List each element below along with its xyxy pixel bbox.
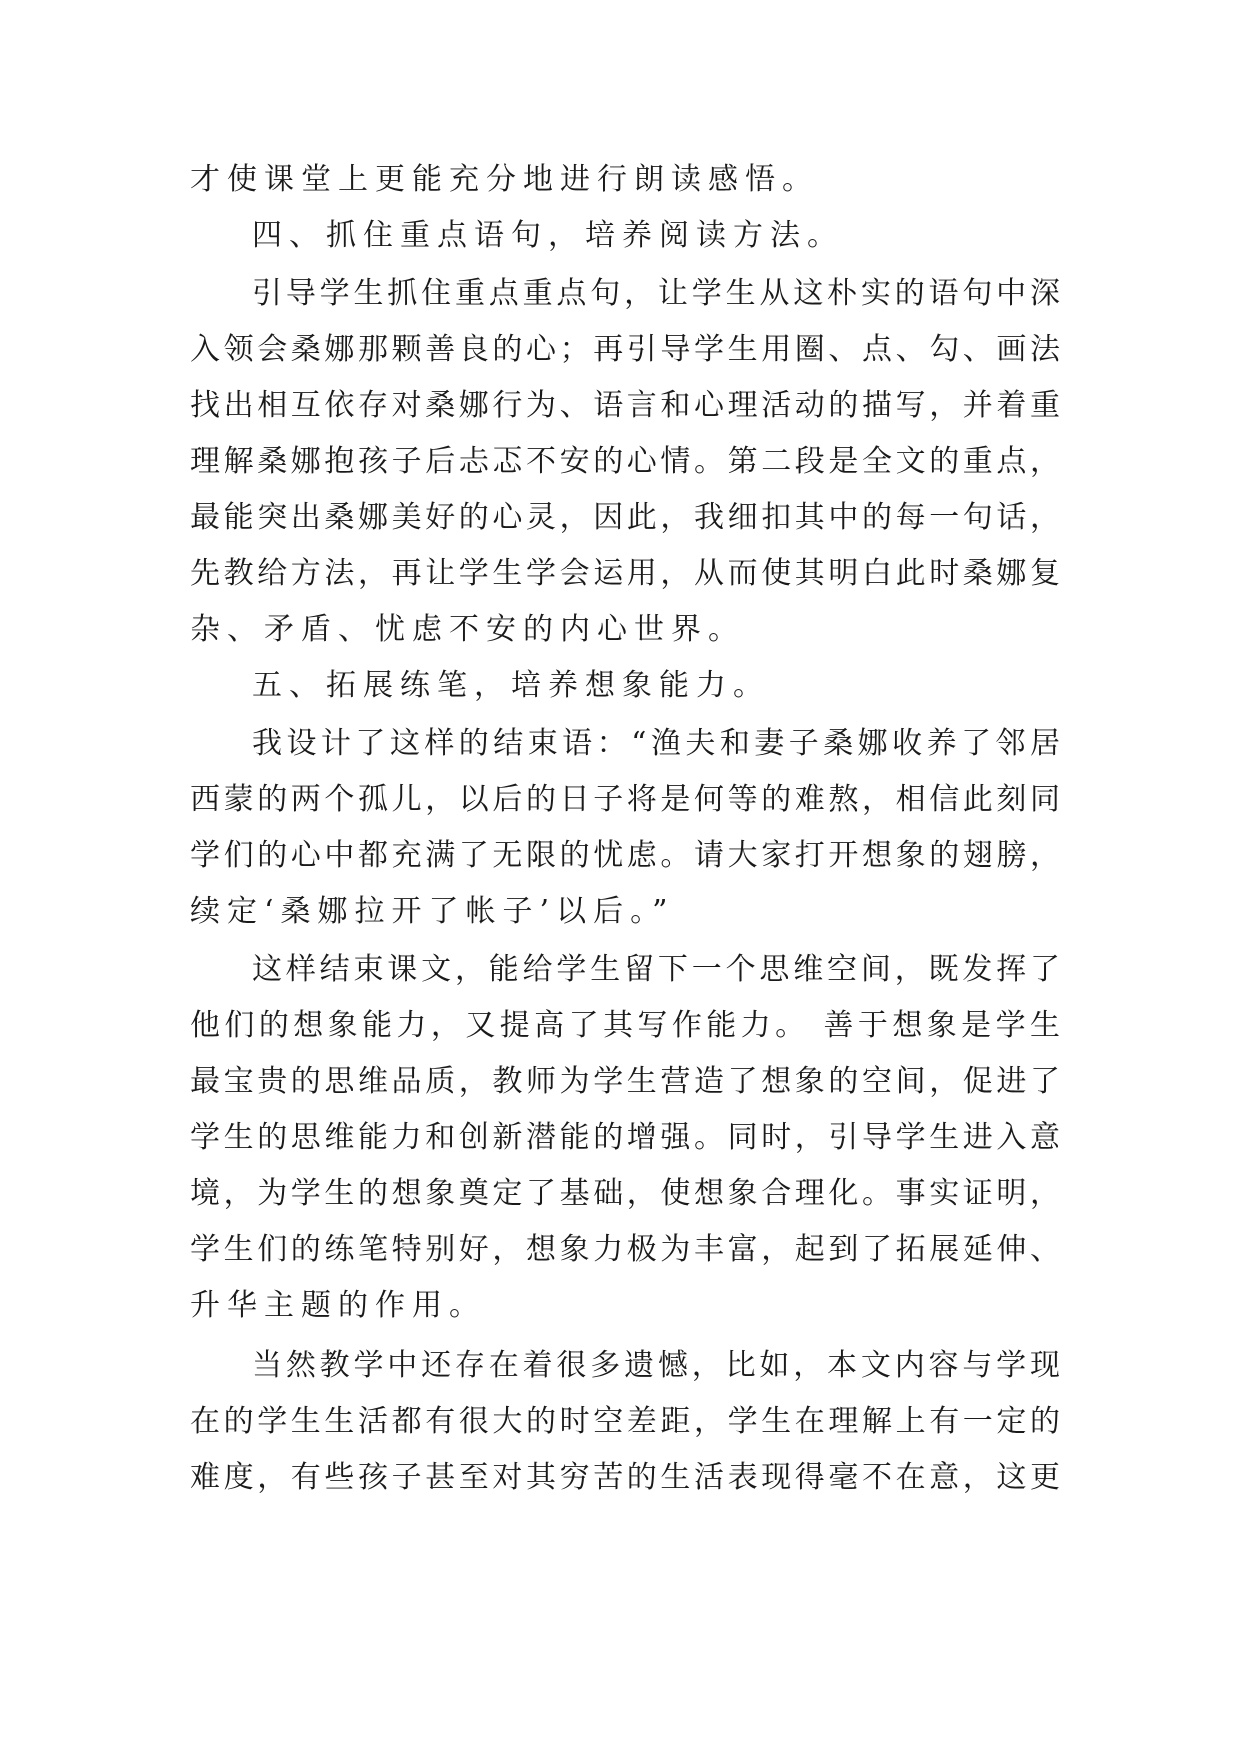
section-heading: 四、抓住重点语句，培养阅读方法。: [252, 218, 844, 253]
text-line: 才使课堂上更能充分地进行朗读感悟。: [190, 162, 819, 197]
text-line: 杂、矛盾、忧虑不安的内心世界。: [190, 612, 745, 647]
text-line: 难度，有些孩子甚至对其穷苦的生活表现得毫不在意，这更: [190, 1460, 1060, 1495]
text-line: 学生们的练笔特别好，想象力极为丰富，起到了拓展延伸、: [190, 1232, 1060, 1267]
text-line: 学生的思维能力和创新潜能的增强。同时，引导学生进入意: [190, 1120, 1060, 1155]
text-line: 先教给方法，再让学生学会运用，从而使其明白此时桑娜复: [190, 556, 1060, 591]
text-line: 找出相互依存对桑娜行为、语言和心理活动的描写，并着重: [190, 388, 1060, 423]
text-line: 他们的想象能力，又提高了其写作能力。 善于想象是学生: [190, 1008, 1060, 1043]
text-line: 当然教学中还存在着很多遗憾，比如，本文内容与学现: [252, 1348, 1060, 1383]
text-line: 最能突出桑娜美好的心灵，因此，我细扣其中的每一句话，: [190, 500, 1060, 535]
text-line: 入领会桑娜那颗善良的心；再引导学生用圈、点、勾、画法: [190, 332, 1060, 367]
section-heading: 五、拓展练笔，培养想象能力。: [252, 668, 770, 703]
text-line: 最宝贵的思维品质，教师为学生营造了想象的空间，促进了: [190, 1064, 1060, 1099]
text-line: 升华主题的作用。: [190, 1288, 486, 1323]
text-line: 境，为学生的想象奠定了基础，使想象合理化。事实证明，: [190, 1176, 1060, 1211]
text-line: 在的学生生活都有很大的时空差距，学生在理解上有一定的: [190, 1404, 1060, 1439]
text-line: 学们的心中都充满了无限的忧虑。请大家打开想象的翅膀，: [190, 838, 1060, 873]
text-line: 续定‘桑娜拉开了帐子’以后。”: [190, 894, 675, 929]
text-line: 引导学生抓住重点重点句，让学生从这朴实的语句中深: [252, 276, 1060, 311]
text-line: 我设计了这样的结束语：“渔夫和妻子桑娜收养了邻居: [252, 726, 1060, 761]
text-line: 这样结束课文，能给学生留下一个思维空间，既发挥了: [252, 952, 1060, 987]
text-line: 理解桑娜抱孩子后忐忑不安的心情。第二段是全文的重点，: [190, 444, 1060, 479]
text-line: 西蒙的两个孤儿，以后的日子将是何等的难熬，相信此刻同: [190, 782, 1060, 817]
